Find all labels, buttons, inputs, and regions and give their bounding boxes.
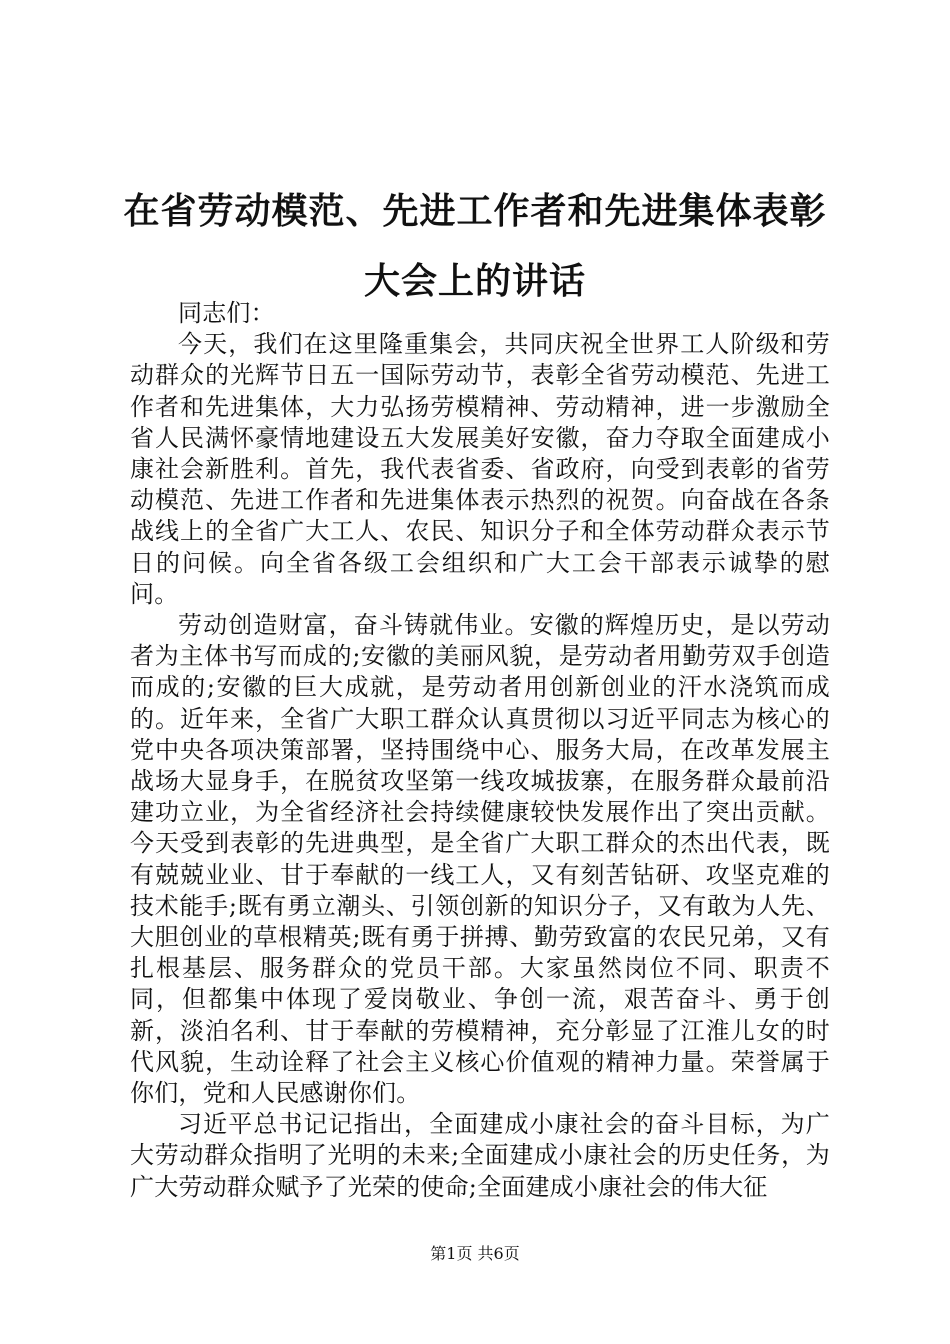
paragraph-3: 习近平总书记记指出，全面建成小康社会的奋斗目标，为广大劳动群众指明了光明的未来;全面建成小康社会的历史任务，为广大劳动群众赋予了光荣的使命;全面建成小康社会的伟大征 <box>130 1110 830 1201</box>
paragraph-2: 劳动创造财富，奋斗铸就伟业。安徽的辉煌历史，是以劳动者为主体书写而成的;安徽的美丽风貌，是劳动者用勤劳双手创造而成的;安徽的巨大成就，是劳动者用创新创业的汗水浇筑而成的。近年来，全省广大职工群众认真贯彻以习近平同志为核心的党中央各项决策部署，坚持围绕中心、服务大局，在改革发展主战场大显身手，在脱贫攻坚第一线攻城拔寨，在服务群众最前沿建功立业，为全省经济社会持续健康较快发展作出了突出贡献。今天受到表彰的先进典型，是全省广大职工群众的杰出代表，既有兢兢业业、甘于奉献的一线工人，又有刻苦钻研、攻坚克难的技术能手;既有勇立潮头、引领创新的知识分子，又有敢为人先、大胆创业的草根精英;既有勇于拼搏、勤劳致富的农民兄弟，又有扎根基层、服务群众的党员干部。大家虽然岗位不同、职责不同，但都集中体现了爱岗敬业、争创一流，艰苦奋斗、勇于创新，淡泊名利、甘于奉献的劳模精神，充分彰显了江淮儿女的时代风貌，生动诠释了社会主义核心价值观的精神力量。荣誉属于你们，党和人民感谢你们。 <box>130 611 830 1108</box>
salutation: 同志们： <box>178 299 275 327</box>
page-number-footer: 第1页 共6页 <box>430 1244 520 1263</box>
document-body <box>130 298 830 1203</box>
paragraph-1: 今天，我们在这里隆重集会，共同庆祝全世界工人阶级和劳动群众的光辉节日五一国际劳动节，表彰全省劳动模范、先进工作者和先进集体，大力弘扬劳模精神、劳动精神，进一步激励全省人民满怀豪情地建设五大发展美好安徽，奋力夺取全面建成小康社会新胜利。首先，我代表省委、省政府，向受到表彰的省劳动模范、先进工作者和先进集体表示热烈的祝贺。向奋战在各条战线上的全省广大工人、农民、知识分子和全体劳动群众表示节日的问候。向全省各级工会组织和广大工会干部表示诚挚的慰问。 <box>130 330 830 608</box>
document-title: 在省劳动模范、先进工作者和先进集体表彰大会上的讲话 <box>123 190 827 302</box>
